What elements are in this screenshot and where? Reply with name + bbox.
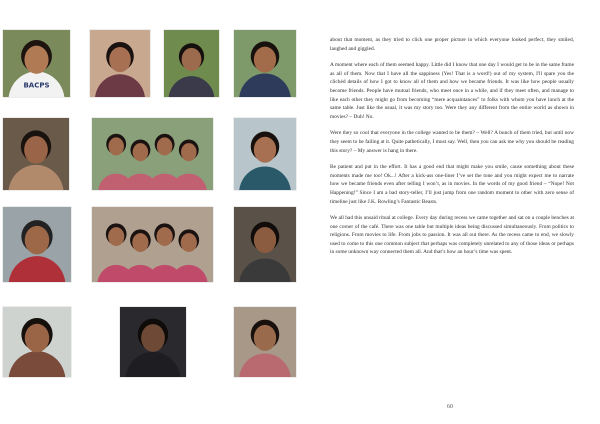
- photo-4-image: [234, 30, 296, 97]
- photo-1-image: [3, 30, 70, 97]
- photo-5: [3, 118, 69, 190]
- person-face: [24, 46, 48, 74]
- photo-2-image: [90, 30, 150, 97]
- photo-13-image: [234, 307, 296, 377]
- person-face: [141, 324, 165, 352]
- photo-10-image: [234, 207, 296, 282]
- person-face: [181, 233, 197, 252]
- photo-1: [3, 30, 70, 97]
- photo-3-image: [164, 30, 219, 97]
- photo-7: [234, 118, 296, 190]
- page-number: 60: [447, 404, 453, 410]
- photo-10: [234, 207, 296, 282]
- paragraph-1: about that moment, as they tried to click one proper picture in which everyone looked perfect, they smiled, laughed and giggled.: [330, 37, 574, 52]
- photo-8-image: [3, 207, 71, 282]
- person-face: [24, 136, 48, 164]
- person-face: [109, 47, 131, 72]
- story-text: [330, 36, 574, 265]
- person-face: [108, 227, 124, 246]
- photo-9-image: [92, 207, 213, 282]
- paragraph-2: A moment where each of them seemed happy. Little did I know that one day I would get to be in the same frame as all of them. Now that I have all the sappiness (Yes! That is a word!) out of my system, I'll spare you the clichéd details of how I got to know all of them and how we became friends. It was like how people usually become friends. People have mutual friends, who meet once in a while, and if they meet often, and manage to like each other they might go from becoming “mere acquaintances” to folks with whom you have lunch at the same table. Just like the usual, it was my story too. Were they any different from the entire world as shown in movies? – Duh! No.: [330, 62, 574, 120]
- photo-11: [3, 307, 71, 377]
- photo-6: [92, 118, 213, 190]
- shirt-text: BACPS: [23, 81, 50, 90]
- paragraph-4: Be patient and put in the effort. It has a good end that might make you smile, cause something about these moments made me too! Ok...! After a kick-ass one-liner I’ve set the tone and you might expect me to narrate how we became friends even after telling I won’t, as in movies. In the words of my good friend – “Nope! Not Happening!” Since I am a bad story-teller, I’ll just jump from one random moment to other with zero sense of timeline just like J.K. Rowling’s Fantastic Beasts.: [330, 164, 574, 205]
- person-face: [254, 325, 276, 351]
- paragraph-5: We all had this unsaid ritual at college. Every day during recess we came together and sat on a couple benches at one corner of the café. There was one table but multiple ideas being discussed simultaneously. From politics to religions. From movies to life. From jobs to passion. It was all out there. As the recess came to end, we slowly used to come to this one common subject that perhaps was completely unrelated to any of those ideas or perhaps in some unknown way connected them all. And that’s how an hour’s time was spent.: [330, 215, 574, 256]
- person-face: [254, 47, 276, 73]
- person-face: [133, 143, 149, 161]
- photo-3: [164, 30, 219, 97]
- person-face: [254, 227, 276, 253]
- person-face: [157, 227, 173, 246]
- person-face: [132, 233, 148, 252]
- person-face: [182, 48, 202, 71]
- person-face: [254, 137, 276, 163]
- photo-12-image: [120, 307, 186, 377]
- person-face: [25, 324, 49, 353]
- person-face: [108, 137, 124, 155]
- photo-9: [92, 207, 213, 282]
- photo-13: [234, 307, 296, 377]
- photo-12: [120, 307, 186, 377]
- person-face: [157, 137, 173, 155]
- paragraph-3: Were they so cool that everyone in the college wanted to be them? – Well? A bunch of them tried, but until now they seem to be failing at it. Quite pathetically, I must say. Well, then you can ask me why you should be reading this story? – My answer is hang in there.: [330, 130, 574, 154]
- photo-2: [90, 30, 150, 97]
- photo-11-image: [3, 307, 71, 377]
- photo-6-image: [92, 118, 213, 190]
- person-face: [181, 143, 197, 161]
- person-face: [25, 226, 49, 255]
- photo-4: [234, 30, 296, 97]
- photo-8: [3, 207, 71, 282]
- photo-7-image: [234, 118, 296, 190]
- right-page-text: [300, 0, 600, 424]
- photo-5-image: [3, 118, 69, 190]
